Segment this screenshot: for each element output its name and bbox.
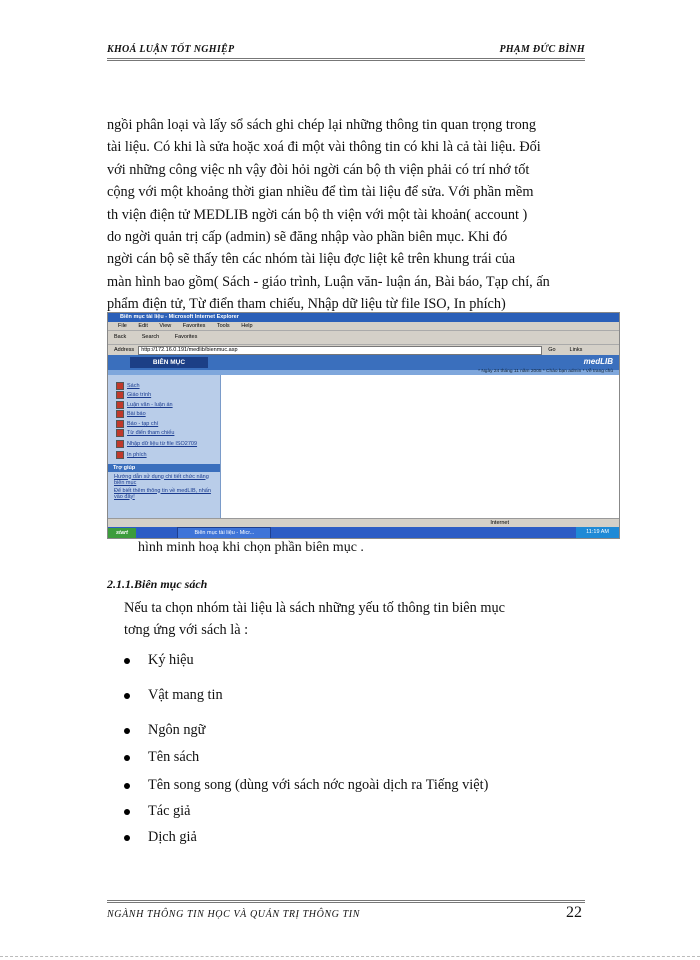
paragraph-line: màn hình bao gồm( Sách - giáo trình, Luận văn- luận án, Bài báo, Tạp chí, ấn — [107, 273, 550, 290]
ie-title-bar: Biên mục tài liệu - Microsoft Internet Explorer — [108, 313, 619, 322]
banner-tab: BIÊN MỤC — [130, 357, 208, 368]
menu-view: View — [159, 323, 172, 329]
help-link: Để biết thêm thông tin về medLIB, nhấn vào đây! — [114, 487, 211, 500]
book-icon — [116, 429, 124, 437]
bullet-icon — [124, 693, 130, 699]
sidebar-item: Sách — [116, 381, 220, 391]
sidebar-item: Từ điển tham chiếu — [116, 429, 220, 439]
book-icon — [116, 410, 124, 418]
header-right: PHẠM ĐỨC BÌNH — [499, 44, 585, 55]
bullet-icon — [124, 783, 130, 789]
address-label: Address — [114, 347, 135, 353]
menu-help: Help — [241, 323, 253, 329]
bullet-icon — [124, 809, 130, 815]
paragraph-line: phẩm điện tử, Từ điển tham chiếu, Nhập dữ liệu từ file ISO, In phích) — [107, 296, 506, 313]
header-rule — [107, 58, 585, 61]
paragraph-line: cộng với một khoảng thời gian nhiều để tìm tài liệu để sửa. Với phần mềm — [107, 184, 534, 201]
book-icon — [116, 420, 124, 428]
sidebar-item: Nhập dữ liệu từ file ISO2709 — [116, 438, 220, 450]
go-label: Go — [548, 347, 556, 353]
taskbar — [108, 527, 619, 538]
help-title: Trợ giúp — [108, 464, 220, 472]
menu-tools: Tools — [216, 323, 230, 329]
intro-line: tơng ứng với sách là : — [124, 622, 249, 638]
paragraph-line: ngời cán bộ sẽ thấy tên các nhóm tài liệu đợc liệt kê trên khung trái của — [107, 251, 516, 268]
page-edge — [0, 956, 700, 957]
taskbar-window: Biên mục tài liệu - Micr... — [177, 527, 271, 539]
clock: 11:19 AM — [576, 527, 619, 538]
embedded-screenshot — [107, 312, 620, 539]
ie-toolbar — [108, 331, 619, 345]
menu-favorites: Favorites — [182, 323, 206, 329]
start-button: start — [108, 528, 136, 539]
content-pane — [221, 375, 619, 518]
toolbar-favorites: Favorites — [174, 334, 198, 340]
sidebar-item: Báo - tạp chí — [116, 419, 220, 429]
paragraph-line: tài liệu. Có khi là sửa hoặc xoá đi một vài thông tin có khi là cả tài liệu. Đối — [107, 139, 541, 156]
book-icon — [116, 382, 124, 390]
paragraph-line: ngồi phân loại và lấy sổ sách ghi chép lại những thông tin quan trọng trong — [107, 117, 537, 133]
intro-text — [124, 597, 617, 641]
status-text: Internet — [490, 520, 509, 526]
help-link: Hướng dẫn sử dụng chi tiết chức năng biên mục — [114, 473, 209, 486]
paragraph-line: với những công việc nh vậy đòi hỏi ngời cán bộ th viện phải có trí nhớ tốt — [107, 161, 530, 178]
header-left: KHOÁ LUẬN TỐT NGHIỆP — [107, 44, 235, 55]
toolbar-search: Search — [141, 334, 160, 340]
book-icon — [116, 451, 124, 459]
intro-line: Nếu ta chọn nhóm tài liệu là sách những yếu tố thông tin biên mục — [124, 600, 505, 616]
bullet-icon — [124, 658, 130, 664]
sidebar-item: Luận văn - luận án — [116, 400, 220, 410]
figure-caption: hình minh hoạ khi chọn phần biên mục . — [138, 540, 364, 555]
sidebar-item: Bài báo — [116, 410, 220, 420]
sidebar — [108, 375, 221, 518]
bullet-icon — [124, 728, 130, 734]
book-icon — [116, 391, 124, 399]
menu-file: File — [118, 323, 127, 329]
bullet-icon — [124, 835, 130, 841]
paragraph-line: th viện điện tử MEDLIB ngời cán bộ th viện với một tài khoản( account ) — [107, 206, 528, 223]
paragraph-line: do ngời quản trị cấp (admin) sẽ đăng nhập vào phần biên mục. Khi đó — [107, 229, 508, 246]
medlib-banner — [108, 355, 619, 370]
section-title: 2.1.1.Biên mục sách — [107, 577, 208, 591]
ie-menu-bar — [108, 322, 619, 331]
links-label: Links — [569, 347, 583, 353]
body-paragraph — [107, 114, 617, 316]
page-number: 22 — [566, 904, 582, 921]
sidebar-item: In phích — [116, 450, 220, 460]
page-header — [107, 44, 585, 55]
date-line: * Ngày 24 tháng 11 năm 2005 * Chào bạn admin * Về trang chủ — [478, 369, 613, 374]
book-icon — [116, 401, 124, 409]
address-field: http://172.16.0.191/medlib/bienmuc.asp — [138, 346, 542, 355]
menu-edit: Edit — [138, 323, 148, 329]
toolbar-back: Back — [114, 334, 127, 340]
footer-text: NGÀNH THÔNG TIN HỌC VÀ QUẢN TRỊ THÔNG TIN — [107, 909, 360, 920]
bullet-icon — [124, 755, 130, 761]
sidebar-item: Giáo trình — [116, 391, 220, 401]
book-icon — [116, 440, 124, 448]
medlib-logo: medLIB — [583, 357, 613, 366]
footer-rule — [107, 900, 585, 903]
